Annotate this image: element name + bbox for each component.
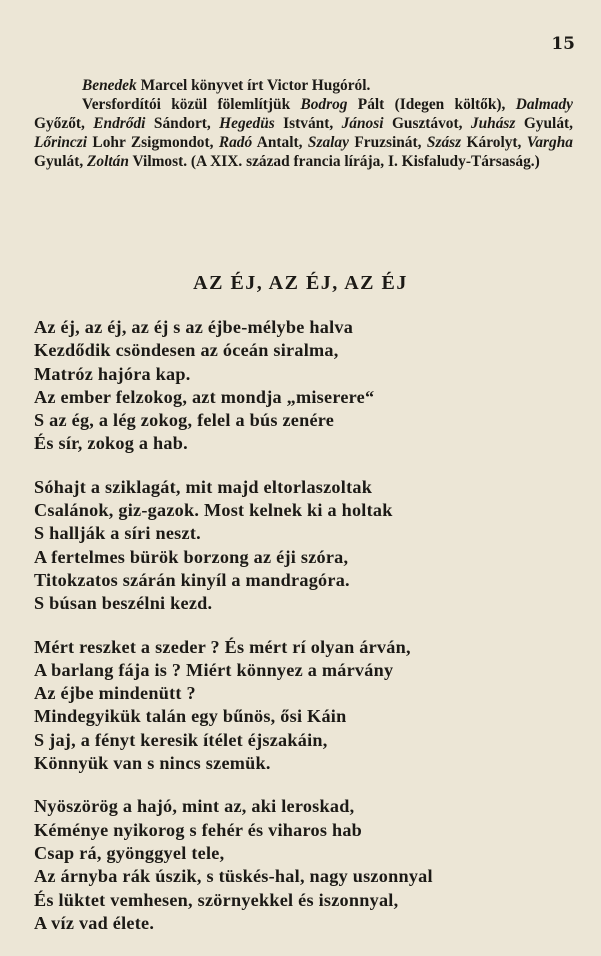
poem-line: Az éj, az éj, az éj s az éjbe-mélybe halva: [34, 317, 354, 337]
poem-line: A fertelmes bürök borzong az éji szóra,: [34, 546, 349, 567]
poem-line: S az ég, a lég zokog, felel a bús zenére: [34, 410, 335, 431]
poem-line: S búsan beszélni kezd.: [34, 593, 213, 614]
intro-text-segment: Istvánt,: [274, 115, 342, 132]
intro-text-segment: Dalmady: [515, 96, 573, 113]
poem-line: Az éjbe mindenütt ?: [34, 683, 196, 704]
poem-line: A barlang fája is ? Miért könnyez a márvány: [34, 659, 394, 680]
intro-text-segment: Szász: [426, 134, 462, 151]
intro-text-segment: Fruzsinát,: [348, 134, 427, 151]
poem-title: AZ ÉJ, AZ ÉJ, AZ ÉJ: [193, 272, 408, 294]
intro-text-segment: Szalay: [307, 134, 349, 151]
poem-line: Csap rá, gyönggyel tele,: [34, 842, 225, 863]
poem-line: Könnyük van s nincs szemük.: [34, 753, 271, 774]
stanza-2: [34, 476, 581, 616]
poem-line: S jaj, a fényt keresik ítélet éjszakáin,: [34, 729, 328, 750]
poem-line: Nyöszörög a hajó, mint az, aki leroskad,: [34, 796, 355, 817]
poem-line: Mért reszket a szeder ? És mért rí olyan árván,: [34, 636, 411, 657]
intro-text-segment: Antalt,: [252, 134, 308, 151]
stanza-1: [34, 316, 581, 456]
intro-text-segment: Marcel könyvet írt Victor Hugóról.: [136, 77, 371, 94]
intro-paragraph-1: [34, 76, 573, 95]
intro-text-segment: Jánosi: [341, 115, 384, 132]
intro-text-segment: Zoltán: [87, 153, 129, 170]
poem-line: Kezdődik csöndesen az óceán siralma,: [34, 340, 339, 361]
poem-line: Csalánok, giz-gazok. Most kelnek ki a holtak: [34, 500, 393, 521]
poem-line: Matróz hajóra kap.: [34, 363, 191, 384]
poem-line: És sír, zokog a hab.: [34, 433, 188, 454]
poem-line: Az árnyba rák úszik, s tüskés-hal, nagy uszonnyal: [34, 866, 433, 887]
intro-text-segment: Radó: [218, 134, 253, 151]
poem-line: Az ember felzokog, azt mondja „miserere“: [34, 386, 375, 407]
stanza-4: [34, 795, 581, 935]
poem-line: Mindegyikük talán egy bűnös, ősi Káin: [34, 706, 347, 727]
intro-text-segment: Vargha: [526, 134, 573, 151]
intro-text-segment: Hegedüs: [219, 115, 275, 132]
intro-text-segment: Lohr Zsigmondot,: [87, 134, 219, 151]
page-number: 15: [551, 34, 575, 54]
poem-line: És lüktet vemhesen, szörnyekkel és iszonnyal,: [34, 889, 399, 910]
intro-text-segment: Győzőt,: [34, 115, 94, 132]
intro-text-segment: Pált (Idegen költők),: [347, 96, 516, 113]
poem-line: Sóhajt a sziklagát, mit majd eltorlaszoltak: [34, 476, 373, 497]
intro-text-segment: Gusztávot,: [383, 115, 471, 132]
intro-text-segment: Benedek: [82, 77, 137, 94]
intro-text-segment: Juhász: [470, 115, 516, 132]
poem-line: Titokzatos szárán kinyíl a mandragóra.: [34, 569, 350, 590]
poem-line: S hallják a síri neszt.: [34, 523, 201, 544]
intro-notes: [34, 76, 573, 171]
poem-line: Kéménye nyikorog s fehér és viharos hab: [34, 819, 363, 840]
intro-text-segment: Endrődi: [93, 115, 146, 132]
intro-text-segment: Gyulát,: [34, 153, 88, 170]
poem-body: [34, 316, 581, 955]
intro-text-segment: Lőrinczi: [34, 134, 88, 151]
intro-text-segment: Versfordítói közül fölemlítjük: [82, 96, 301, 113]
intro-text-segment: Gyulát,: [515, 115, 573, 132]
stanza-3: [34, 636, 581, 776]
intro-text-segment: Vilmost. (A XIX. század francia lírája, I. Kisfaludy-Társaság.): [128, 153, 540, 170]
intro-text-segment: Sándort,: [145, 115, 220, 132]
intro-paragraph-2: [34, 95, 573, 171]
intro-text-segment: Bodrog: [300, 96, 348, 113]
poem-line: A víz vad élete.: [34, 912, 155, 933]
intro-text-segment: Károlyt,: [461, 134, 527, 151]
